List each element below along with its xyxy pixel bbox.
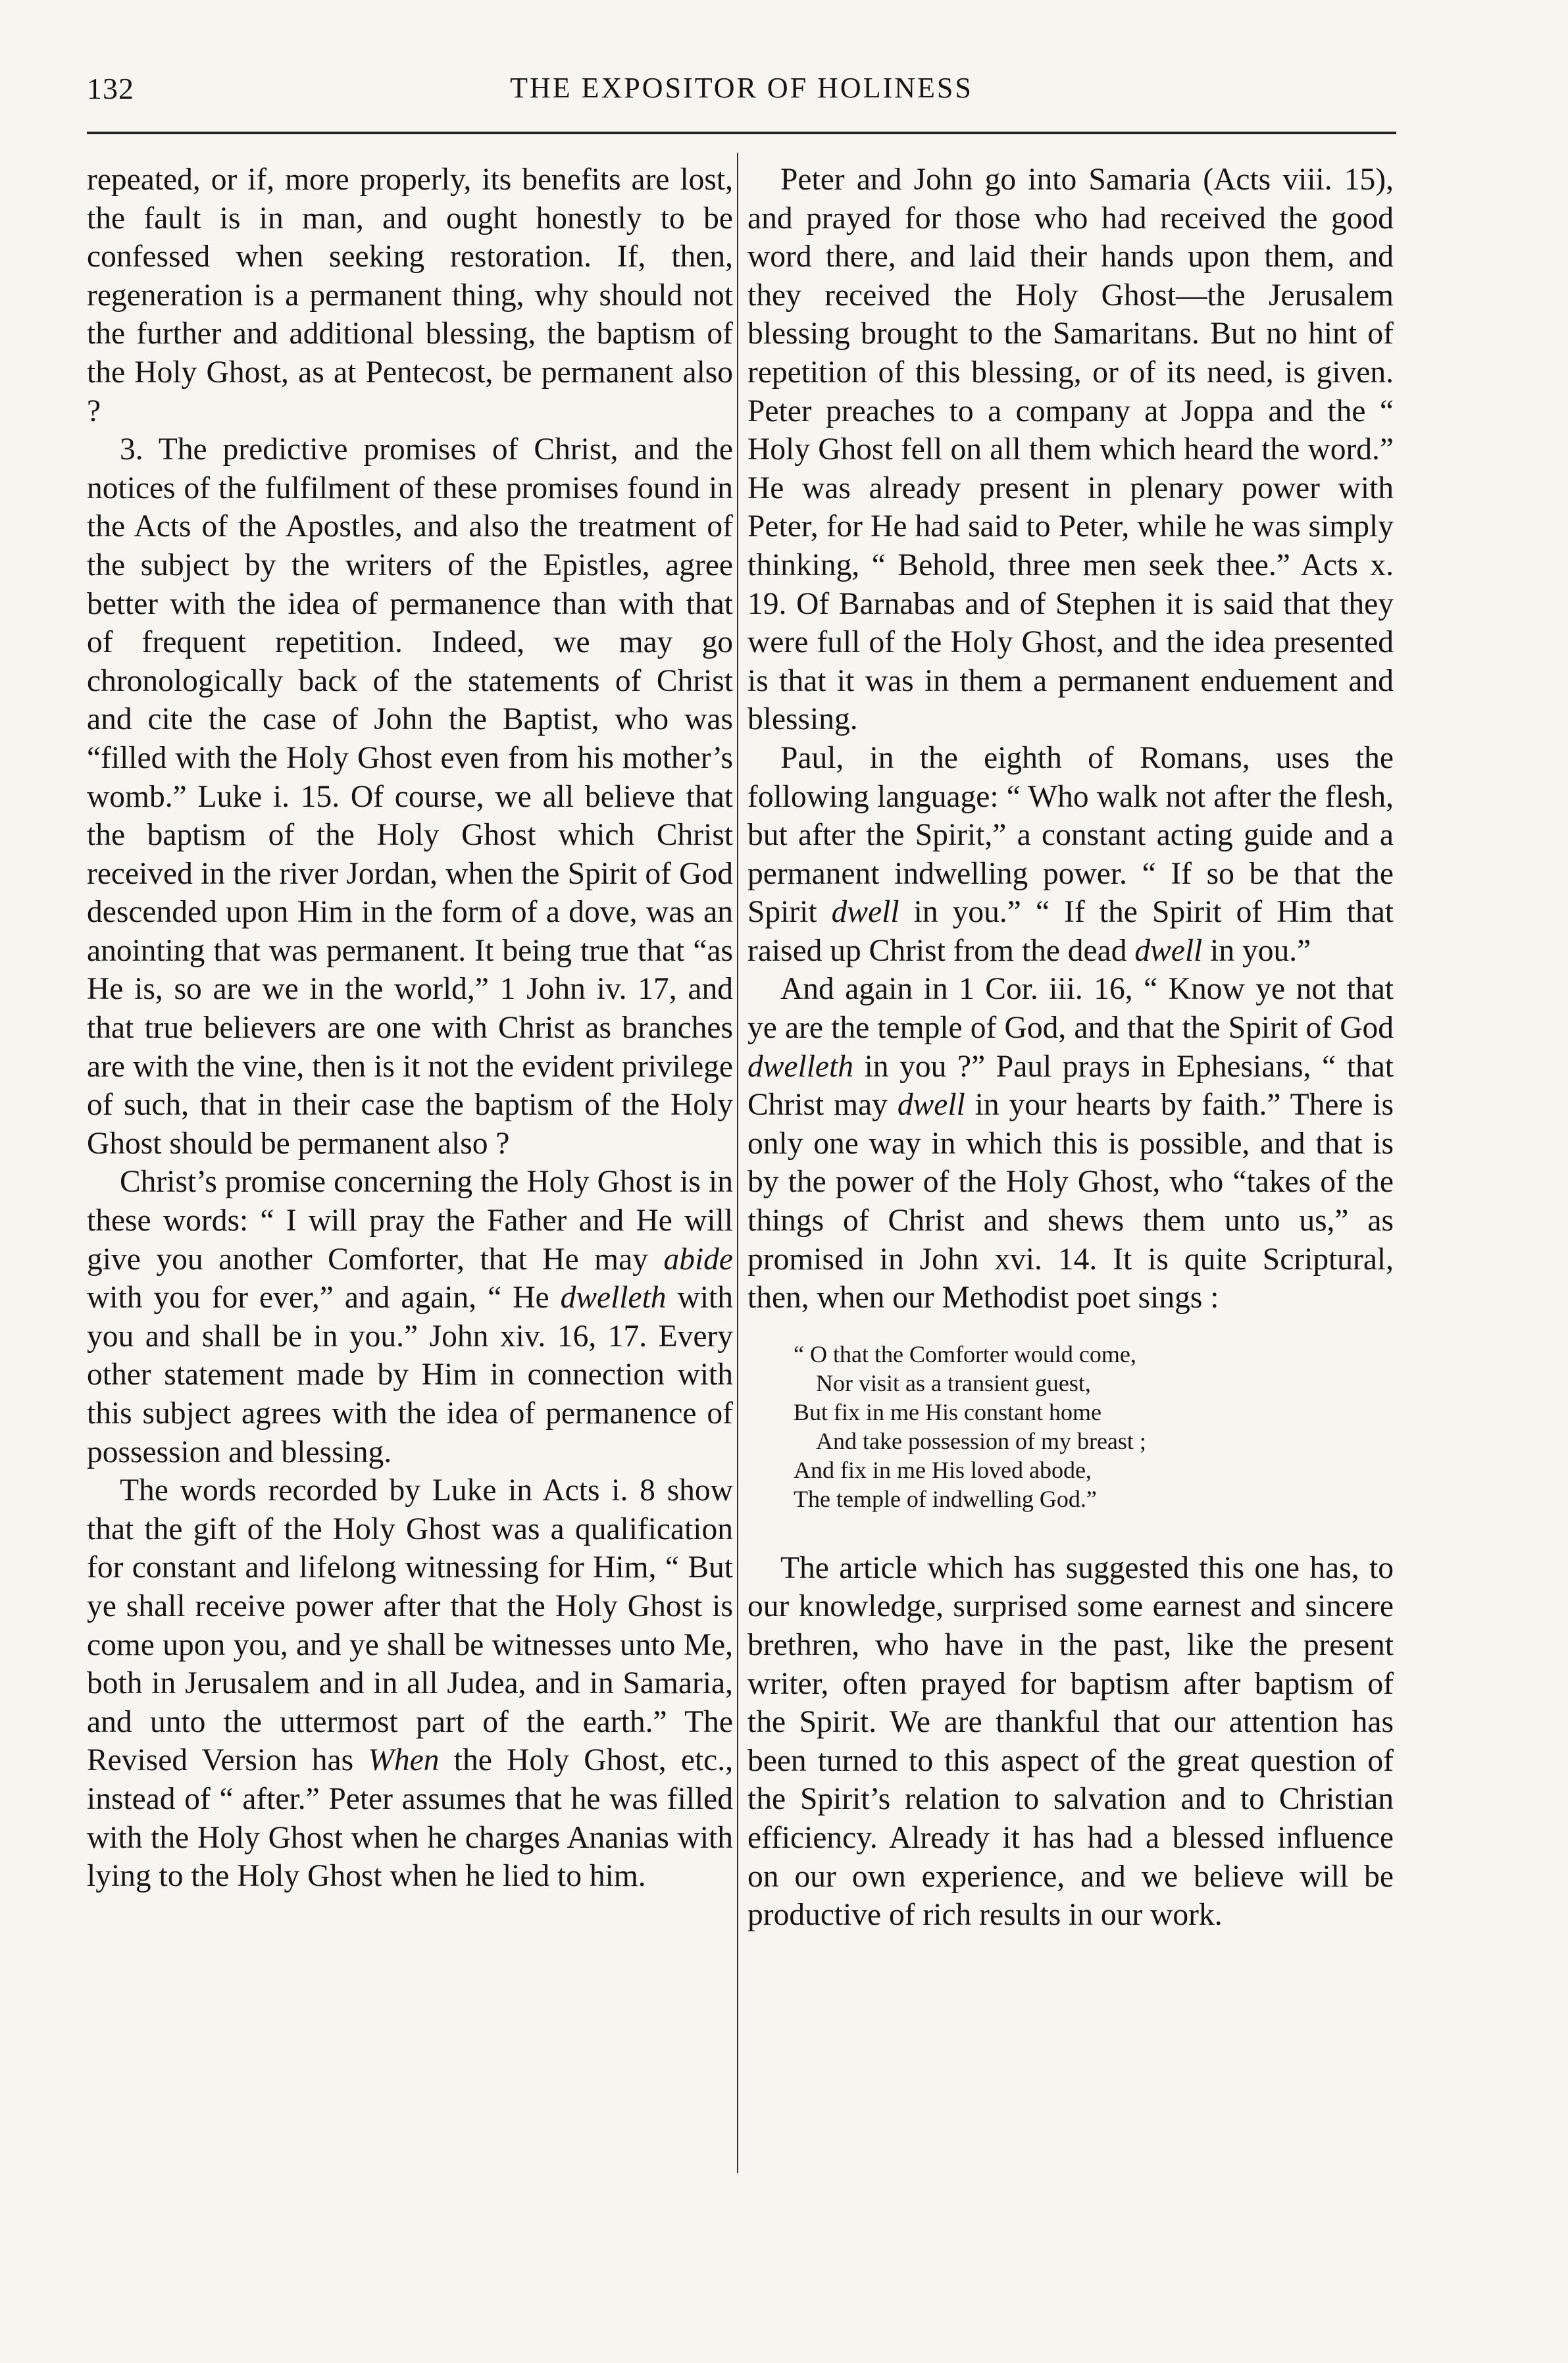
text-run: with you and shall be in you.” John xiv. 16, 17. Every other statement made by Him in connection with this subject agrees with the idea of permanence of possession and blessing. <box>87 1281 733 1469</box>
page-header <box>87 71 1396 117</box>
right-paragraph-2 <box>747 739 1394 971</box>
page-number: 132 <box>87 72 134 105</box>
text-run: The words recorded by Luke in Acts i. 8 show that the gift of the Holy Ghost was a qualification for constant and lifelong witnessing for Him, “ But ye shall receive power after that the Holy Ghost is come upon you, and ye shall be witnesses unto Me, both in Jerusalem and in all Judea, and in Samaria, and unto the uttermost part of the earth.” The Revised Version has <box>87 1473 733 1778</box>
italic-word: dwell <box>897 1088 965 1123</box>
italic-word: dwelleth <box>560 1281 667 1315</box>
text-run: in you.” “ If the Spirit of Him that raised up Christ from the dead <box>747 895 1394 968</box>
text-run: Paul, in the eighth of Romans, uses the following language: “ Who walk not after the flesh, but after the Spirit,” a constant acting guide and a permanent indwelling power. “ If so be that the Spirit <box>747 740 1394 930</box>
left-column <box>87 161 733 1896</box>
text-run: Christ’s promise concerning the Holy Ghost is in these words: “ I will pray the Father and He will give you another Comforter, that He may <box>87 1165 733 1277</box>
verse-line: “ O that the Comforter would come, <box>794 1340 1136 1367</box>
header-rule <box>87 132 1396 134</box>
text-run: in you ?” Paul prays in Ephesians, “ that Christ may <box>747 1049 1394 1123</box>
text-run: And again in 1 Cor. iii. 16, “ Know ye not that ye are the temple of God, and that the Spirit of God <box>747 972 1394 1046</box>
verse-line: And fix in me His loved abode, <box>794 1456 1092 1483</box>
column-divider <box>737 153 738 2173</box>
verse-line: The temple of indwelling God.” <box>794 1485 1097 1512</box>
left-paragraph-3 <box>87 1163 733 1471</box>
italic-word: dwell <box>1134 933 1203 968</box>
left-paragraph-1: repeated, or if, more properly, its benefits are lost, the fault is in man, and ought honestly to be confessed when seeking restoration. If, then, regeneration is a permanent thing, why should not the further and additional blessing, the baptism of the Holy Ghost, as at Pentecost, be permanent also ? <box>87 163 733 428</box>
left-paragraph-4 <box>87 1471 733 1896</box>
text-run: in your hearts by faith.” There is only one way in which this is possible, and that is by the power of the Holy Ghost, who “takes of the things of Christ and shews them unto us,” as promised in John xvi. 14. It is quite Scriptural, then, when our Methodist poet sings : <box>747 1088 1394 1315</box>
verse-line: But fix in me His constant home <box>794 1398 1101 1425</box>
italic-word: dwell <box>831 895 899 930</box>
italic-word: When <box>368 1743 440 1778</box>
text-run: the Holy Ghost, etc., instead of “ after.” Peter assumes that he was filled with the Holy Ghost when he charges Ananias with lying to the Holy Ghost when he lied to him. <box>87 1743 733 1894</box>
italic-word: abide <box>663 1242 733 1277</box>
text-run: with you for ever,” and again, “ He <box>87 1281 561 1315</box>
text-run: in you.” <box>1202 933 1311 968</box>
hymn-verse <box>794 1340 1394 1513</box>
running-head: THE EXPOSITOR OF HOLINESS <box>510 72 973 104</box>
right-paragraph-1: Peter and John go into Samaria (Acts viii. 15), and prayed for those who had received the good word there, and laid their hands upon them, and they received the Holy Ghost—the Jerusalem blessing brought to the Samaritans. But no hint of repetition of this blessing, or of its need, is given. Peter preaches to a company at Joppa and the “ Holy Ghost fell on all them which heard the word.” He was already present in plenary power with Peter, for He had said to Peter, while he was simply thinking, “ Behold, three men seek thee.” Acts x. 19. Of Barnabas and of Stephen it is said that they were full of the Holy Ghost, and the idea presented is that it was in them a permanent enduement and blessing. <box>747 163 1394 737</box>
right-paragraph-3 <box>747 970 1394 1317</box>
verse-line: And take possession of my breast ; <box>816 1427 1146 1454</box>
italic-word: dwelleth <box>747 1049 853 1084</box>
right-column <box>747 161 1394 1935</box>
left-paragraph-2: 3. The predictive promises of Christ, and the notices of the fulfilment of these promises found in the Acts of the Apostles, and also the treatment of the subject by the writers of the Epistles, agree better with the idea of permanence than with that of frequent repetition. Indeed, we may go chronologically back of the statements of Christ and cite the case of John the Baptist, who was “filled with the Holy Ghost even from his mother’s womb.” Luke i. 15. Of course, we all believe that the baptism of the Holy Ghost which Christ received in the river Jordan, when the Spirit of God descended upon Him in the form of a dove, was an anointing that was permanent. It being true that “as He is, so are we in the world,” 1 John iv. 17, and that true believers are one with Christ as branches are with the vine, then is it not the evident privilege of such, that in their case the baptism of the Holy Ghost should be permanent also ? <box>87 432 733 1161</box>
verse-line: Nor visit as a transient guest, <box>816 1369 1091 1396</box>
right-paragraph-4: The article which has suggested this one has, to our knowledge, surprised some earnest and sincere brethren, who have in the past, like the present writer, often prayed for baptism after baptism of the Spirit. We are thankful that our attention has been turned to this aspect of the great question of the Spirit’s relation to salvation and to Christian efficiency. Already it has had a blessed influence on our own experience, and we believe will be productive of rich results in our work. <box>747 1550 1394 1933</box>
